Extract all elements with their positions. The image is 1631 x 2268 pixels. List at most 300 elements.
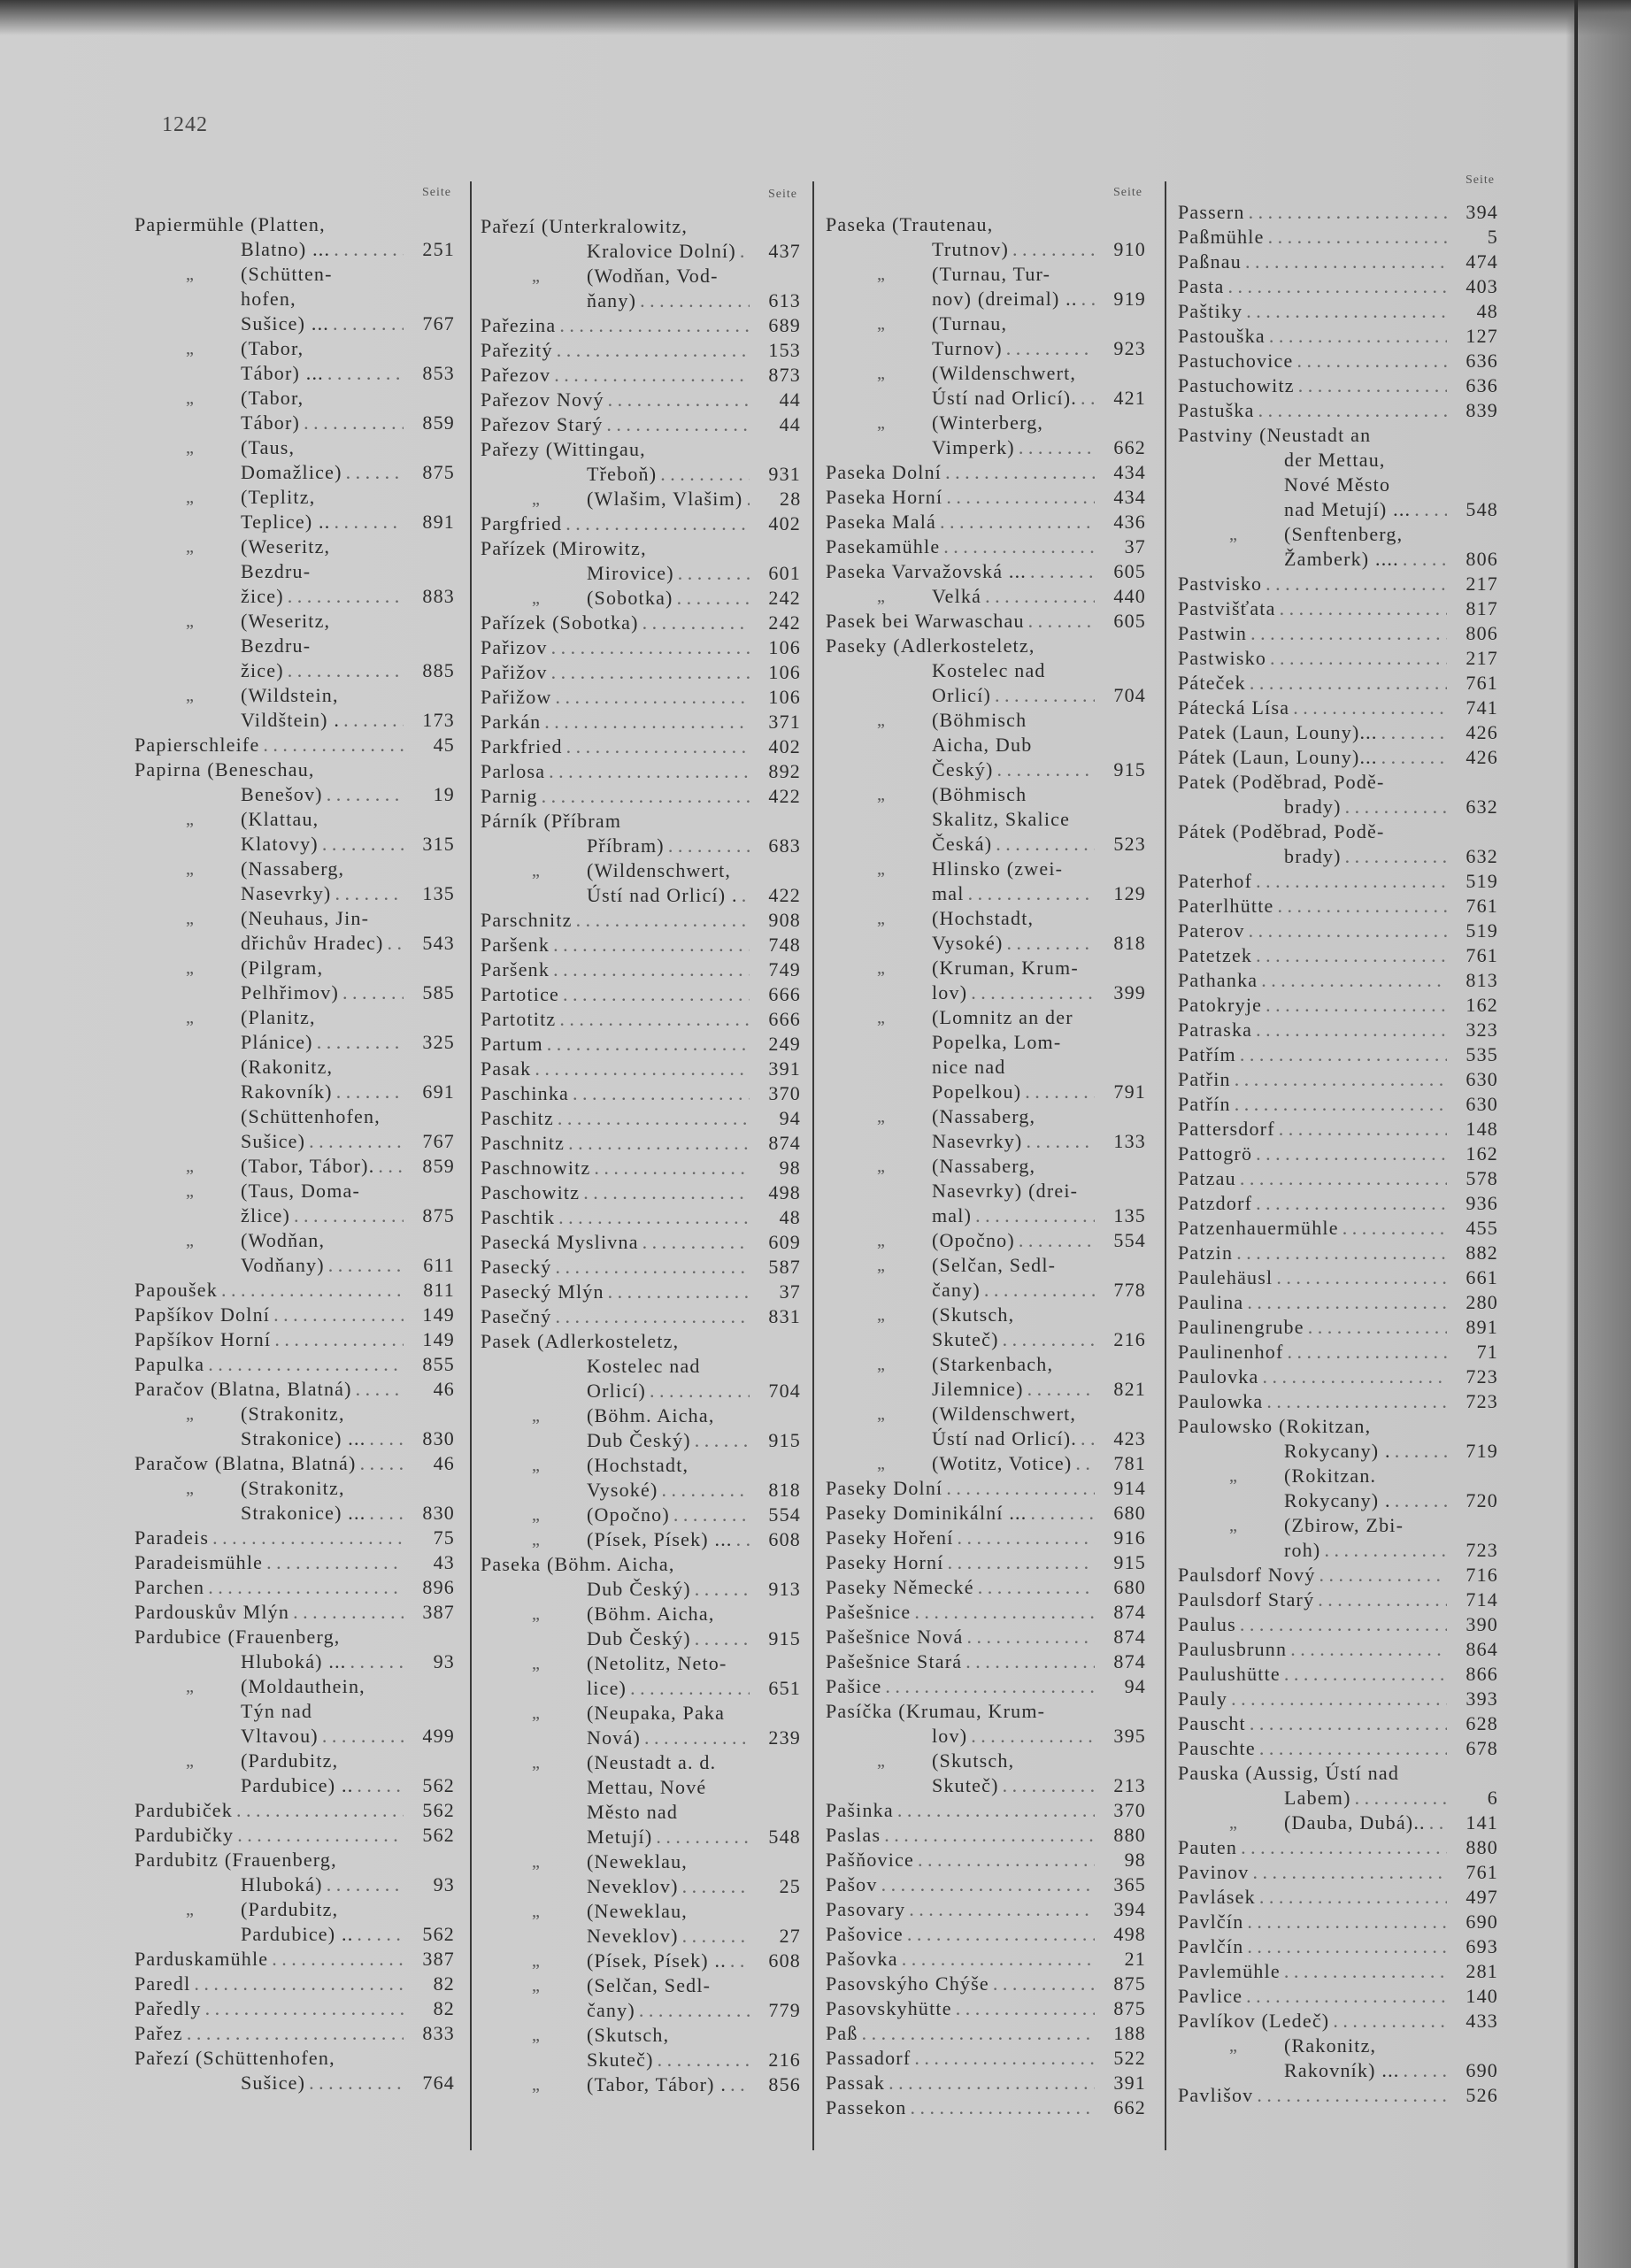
index-entry <box>135 1377 455 1402</box>
dot-leader <box>858 2021 1095 2046</box>
entry-line <box>481 1825 801 1849</box>
entry-line <box>135 1724 455 1749</box>
entry-text: Paseky Dominikální ... <box>826 1502 1027 1524</box>
entry-line: (Starkenbach, <box>932 1353 1054 1375</box>
dot-leader <box>1258 1365 1447 1389</box>
entry-line: Párník (Příbram <box>481 810 622 832</box>
entry-line <box>826 1674 1146 1699</box>
dot-leader <box>1250 1860 1447 1885</box>
entry-text: Pargfried <box>481 512 563 534</box>
page-reference: 94 <box>779 1107 801 1129</box>
entry-text: Skuteč) <box>932 1774 999 1796</box>
page-reference: 562 <box>422 1923 455 1945</box>
entry-text: Pardubičky <box>135 1824 235 1846</box>
entry-text: nad Metují) ... <box>1284 498 1412 520</box>
ditto-mark: „ <box>877 711 887 730</box>
dot-leader <box>1281 1662 1447 1687</box>
dot-leader <box>357 1451 404 1476</box>
index-entry <box>826 1228 1146 1253</box>
entry-text: Parkfried <box>481 735 563 757</box>
page-reference: 394 <box>1113 1898 1146 1920</box>
index-entry <box>135 262 455 336</box>
page-reference: 129 <box>1113 882 1146 904</box>
dot-leader <box>1236 1042 1447 1067</box>
entry-line <box>481 660 801 685</box>
index-entry <box>826 1575 1146 1600</box>
page-reference: 402 <box>768 512 801 534</box>
ditto-mark: „ <box>532 1406 542 1426</box>
entry-text: Paseka Varvažovská ... <box>826 560 1027 582</box>
entry-text: Paschnowitz <box>481 1157 591 1179</box>
page-reference: 605 <box>1113 610 1146 632</box>
entry-text: Pardubice) .. <box>241 1774 354 1796</box>
entry-line: Patek (Poděbrad, Podě- <box>1178 771 1385 793</box>
entry-text: Teplice) .. <box>241 511 331 533</box>
entry-line: Paseka (Trautenau, <box>826 213 994 235</box>
entry-line <box>481 1304 801 1329</box>
entry-line: Paseky (Adlerkosteletz, <box>826 634 1035 657</box>
index-entry <box>135 1947 455 1972</box>
entry-text: Pařižov <box>481 661 548 683</box>
index-entry <box>826 1303 1146 1352</box>
entry-text: Pašešnice Nová <box>826 1626 964 1648</box>
page-reference: 44 <box>779 413 801 435</box>
index-entry <box>1178 1018 1498 1042</box>
index-entry <box>135 609 455 683</box>
dot-leader <box>1262 572 1447 596</box>
entry-text: Paß <box>826 2022 858 2044</box>
index-entry <box>481 908 801 933</box>
entry-text: Neveklov) <box>587 1925 679 1947</box>
entry-line <box>826 683 1146 708</box>
index-entry <box>1178 373 1498 398</box>
page-reference: 891 <box>422 511 455 533</box>
dot-leader <box>545 759 750 784</box>
page-reference: 690 <box>1466 1911 1498 1933</box>
ditto-mark: „ <box>186 686 196 705</box>
entry-line: (Senftenberg, <box>1284 523 1404 545</box>
dot-leader <box>1233 1241 1447 1265</box>
dot-leader <box>911 2046 1095 2071</box>
entry-line <box>1178 1637 1498 1662</box>
entry-line: (Wodňan, <box>241 1229 326 1251</box>
entry-line: (Weseritz, <box>241 535 331 557</box>
entry-line <box>481 1156 801 1180</box>
entry-line <box>826 1203 1146 1228</box>
entry-line <box>135 931 455 956</box>
page-reference: 323 <box>1466 1019 1498 1041</box>
index-entry <box>481 1131 801 1156</box>
dot-leader <box>1339 1216 1447 1241</box>
page-reference: 162 <box>1466 994 1498 1016</box>
entry-text: Paršenk <box>481 958 550 980</box>
page-reference: 818 <box>768 1479 801 1501</box>
entry-line: Papiermühle (Platten, <box>135 213 326 235</box>
dot-leader <box>342 460 404 485</box>
page-reference: 217 <box>1466 647 1498 669</box>
dot-leader <box>981 1278 1095 1303</box>
index-entry <box>135 1972 455 1996</box>
entry-line <box>1178 200 1498 225</box>
entry-text: Paulovka <box>1178 1365 1259 1388</box>
index-entry <box>481 1602 801 1651</box>
page-reference: 391 <box>1113 2072 1146 2094</box>
entry-text: brady) <box>1284 796 1342 818</box>
ditto-mark: „ <box>532 266 542 286</box>
entry-line <box>135 1996 455 2021</box>
dot-leader <box>885 2071 1095 2095</box>
dot-leader <box>1316 1563 1447 1588</box>
entry-line: Papirna (Beneschau, <box>135 758 315 780</box>
entry-text: Paulinengrube <box>1178 1316 1304 1338</box>
page-reference: 497 <box>1466 1886 1498 1908</box>
entry-text: Paulusbrunn <box>1178 1638 1288 1660</box>
page-reference: 153 <box>768 339 801 361</box>
entry-text: Orlicí) <box>587 1380 647 1402</box>
index-entry <box>481 1899 801 1949</box>
dot-leader <box>646 1379 750 1403</box>
dot-leader <box>1242 1984 1447 2009</box>
index-entry <box>1178 1191 1498 1216</box>
index-entry <box>826 584 1146 609</box>
index-entry <box>1178 1365 1498 1389</box>
page-reference: 880 <box>1113 1824 1146 1846</box>
page-reference: 873 <box>768 364 801 386</box>
dot-leader <box>1265 225 1447 250</box>
ditto-mark: „ <box>532 2075 542 2095</box>
dot-leader <box>565 1131 750 1156</box>
index-entry <box>481 437 801 487</box>
page-reference: 831 <box>768 1305 801 1327</box>
index-entry <box>135 1451 455 1476</box>
ditto-mark: „ <box>532 1654 542 1673</box>
entry-text: Nasevrky) <box>932 1130 1023 1152</box>
page-reference: 875 <box>422 461 455 483</box>
entry-line: nice nad <box>932 1056 1006 1078</box>
index-entry <box>826 1872 1146 1897</box>
ditto-mark: „ <box>877 909 887 928</box>
index-entry <box>1178 1736 1498 1761</box>
dot-leader <box>305 2071 404 2095</box>
dot-leader <box>733 1527 750 1552</box>
entry-line <box>1178 274 1498 299</box>
dot-leader <box>1077 386 1095 411</box>
index-entry <box>135 807 455 857</box>
entry-line: Pařezí (Schüttenhofen, <box>135 2047 335 2069</box>
entry-text: Paschowitz <box>481 1181 581 1203</box>
entry-line <box>481 1180 801 1205</box>
page-reference: 913 <box>768 1578 801 1600</box>
entry-line <box>135 1649 455 1674</box>
index-entry <box>826 485 1146 510</box>
entry-line <box>826 1972 1146 1996</box>
entry-line <box>1178 2083 1498 2108</box>
index-entry <box>1178 745 1498 770</box>
page-reference: 767 <box>422 1130 455 1152</box>
entry-text: Patřin <box>1178 1068 1231 1090</box>
entry-line: (Rakonitz, <box>241 1056 334 1078</box>
dot-leader <box>1342 844 1447 869</box>
ditto-mark: „ <box>186 1157 196 1176</box>
entry-line: Pardubitz (Frauenberg, <box>135 1849 337 1871</box>
page-reference: 764 <box>422 2072 455 2094</box>
entry-text: Mirovice) <box>587 562 674 584</box>
ditto-mark: „ <box>532 2026 542 2045</box>
entry-text: mal <box>932 882 965 904</box>
dot-leader <box>981 584 1095 609</box>
index-entry <box>481 2023 801 2072</box>
entry-line <box>481 586 801 611</box>
entry-text: Pasekamühle <box>826 535 941 557</box>
entry-text: Paseky Horní <box>826 1551 944 1573</box>
entry-text: Vimperk) <box>932 436 1015 458</box>
page-reference: 608 <box>768 1949 801 1972</box>
ditto-mark: „ <box>1229 1516 1239 1535</box>
index-entry <box>826 1154 1146 1228</box>
dot-leader <box>658 1478 750 1503</box>
index-entry <box>1178 1612 1498 1637</box>
entry-line: Pardubice (Frauenberg, <box>135 1626 341 1648</box>
dot-leader <box>190 1972 404 1996</box>
entry-text: Patřím <box>1178 1043 1236 1065</box>
entry-text: Rakovník) ... <box>1284 2059 1400 2081</box>
page-reference: 723 <box>1466 1390 1498 1412</box>
entry-line: Kostelec nad <box>587 1355 701 1377</box>
index-entry <box>826 857 1146 906</box>
index-entry <box>135 1798 455 1823</box>
page-reference: 761 <box>1466 1861 1498 1883</box>
page-reference: 433 <box>1466 2010 1498 2032</box>
dot-leader <box>1015 1228 1095 1253</box>
entry-line <box>481 388 801 412</box>
entry-text: Paschitz <box>481 1107 554 1129</box>
page-reference: 767 <box>422 312 455 334</box>
index-entry <box>135 1996 455 2021</box>
entry-text: Pasta <box>1178 275 1225 297</box>
dot-leader <box>268 1947 404 1972</box>
entry-line <box>481 883 801 908</box>
entry-line: Bezdru- <box>241 634 312 657</box>
entry-text: Páteček <box>1178 672 1246 694</box>
entry-line: (Tabor, <box>241 387 304 409</box>
page-reference: 856 <box>768 2073 801 2095</box>
dot-leader <box>538 784 750 809</box>
index-entry <box>481 660 801 685</box>
page-reference: 562 <box>422 1799 455 1821</box>
entry-text: Strakonice) ... <box>241 1502 366 1524</box>
index-entry <box>826 1501 1146 1526</box>
entry-line <box>826 1526 1146 1550</box>
entry-text: Partum <box>481 1033 543 1055</box>
entry-line: Mettau, Nové <box>587 1776 707 1798</box>
dot-leader <box>1289 696 1447 720</box>
index-entry <box>481 611 801 635</box>
index-entry <box>826 361 1146 411</box>
index-entry <box>481 734 801 759</box>
entry-line <box>481 487 801 511</box>
dot-leader <box>1247 621 1447 646</box>
entry-text: Paßnau <box>1178 250 1242 273</box>
dot-leader <box>1025 609 1095 634</box>
entry-line <box>481 685 801 710</box>
dot-leader <box>553 338 750 363</box>
entry-text: Paulina <box>1178 1291 1244 1313</box>
entry-line <box>1178 696 1498 720</box>
dot-leader <box>319 1724 404 1749</box>
index-entry <box>1178 1117 1498 1142</box>
page-reference: 936 <box>1466 1192 1498 1214</box>
index-entry <box>481 511 801 536</box>
entry-line <box>481 2048 801 2072</box>
page-reference: 636 <box>1466 374 1498 396</box>
page-reference: 748 <box>768 934 801 956</box>
dot-leader <box>1027 1501 1095 1526</box>
entry-line <box>826 1649 1146 1674</box>
page-reference: 98 <box>1124 1849 1146 1871</box>
dot-leader <box>670 1503 750 1527</box>
page-reference: 519 <box>1466 870 1498 892</box>
entry-line: Nasevrky) (drei- <box>932 1180 1079 1202</box>
entry-line <box>1178 398 1498 423</box>
dot-leader <box>543 1032 750 1057</box>
entry-line <box>481 1726 801 1750</box>
dot-leader <box>967 980 1095 1005</box>
entry-line <box>826 1600 1146 1625</box>
index-entry <box>1178 1860 1498 1885</box>
entry-line <box>481 288 801 313</box>
index-entry <box>1178 1166 1498 1191</box>
ditto-mark: „ <box>186 810 196 829</box>
index-entry <box>1178 1563 1498 1588</box>
dot-leader <box>1255 398 1447 423</box>
entry-line <box>481 1280 801 1304</box>
dot-leader <box>967 1724 1095 1749</box>
entry-text: Ústí nad Orlicí). <box>932 1427 1077 1449</box>
ditto-mark: „ <box>532 1852 542 1872</box>
entry-text: nov) (dreimal) .. <box>932 288 1078 310</box>
index-entry <box>135 1749 455 1798</box>
entry-line: Paseka (Böhm. Aicha, <box>481 1553 675 1575</box>
entry-text: Ústí nad Orlicí) . <box>587 884 738 906</box>
entry-text: Pattersdorf <box>1178 1118 1275 1140</box>
entry-text: Pavlíkov (Ledeč) <box>1178 2010 1330 2032</box>
entry-line <box>481 982 801 1007</box>
entry-text: Sušice) <box>241 1130 306 1152</box>
dot-leader <box>573 908 750 933</box>
index-entry <box>1178 993 1498 1018</box>
page-reference: 75 <box>433 1526 455 1549</box>
entry-text: Neveklov) <box>587 1875 679 1897</box>
dot-leader <box>898 1947 1095 1972</box>
page-reference: 523 <box>1113 833 1146 855</box>
page-reference: 44 <box>779 388 801 411</box>
dot-leader <box>994 757 1095 782</box>
index-entry <box>481 214 801 264</box>
entry-line <box>135 411 455 435</box>
page-reference: 395 <box>1113 1725 1146 1747</box>
entry-text: Patokryje <box>1178 994 1263 1016</box>
ditto-mark: „ <box>877 1355 887 1374</box>
entry-line <box>826 832 1146 857</box>
index-entry <box>1178 1885 1498 1910</box>
dot-leader <box>556 1007 750 1032</box>
entry-line: (Neupaka, Paka <box>587 1702 726 1724</box>
entry-line <box>1178 1340 1498 1365</box>
page-reference: 98 <box>779 1157 801 1179</box>
page-reference: 630 <box>1466 1093 1498 1115</box>
entry-line <box>481 1949 801 1973</box>
entry-line <box>1178 250 1498 274</box>
entry-line <box>1178 1439 1498 1464</box>
index-entry <box>135 1550 455 1575</box>
entry-line: (Rokitzan. <box>1284 1465 1377 1487</box>
index-entry <box>826 906 1146 956</box>
entry-line <box>135 361 455 386</box>
entry-text: Papierschleife <box>135 734 260 756</box>
ditto-mark: „ <box>877 314 887 334</box>
entry-text: Paulowka <box>1178 1390 1264 1412</box>
page-reference: 423 <box>1113 1427 1146 1449</box>
dot-leader <box>1245 200 1447 225</box>
page-reference: 830 <box>422 1427 455 1449</box>
entry-line <box>1178 1389 1498 1414</box>
entry-line <box>481 1081 801 1106</box>
dot-leader <box>881 1674 1095 1699</box>
page-reference: 554 <box>768 1503 801 1526</box>
index-entry <box>481 1230 801 1255</box>
page-reference: 390 <box>1466 1613 1498 1635</box>
dot-leader <box>233 1798 404 1823</box>
entry-text: Rokycany) . <box>1284 1440 1391 1462</box>
index-entry <box>826 534 1146 559</box>
entry-text: Passadorf <box>826 2047 912 2069</box>
dot-leader <box>991 683 1095 708</box>
dot-leader <box>284 658 404 683</box>
entry-line <box>1178 745 1498 770</box>
entry-line <box>826 1228 1146 1253</box>
entry-line <box>1178 943 1498 968</box>
entry-list <box>135 212 455 2095</box>
page-reference: 662 <box>1113 436 1146 458</box>
entry-text: Papšíkov Dolní <box>135 1303 271 1326</box>
entry-line <box>481 338 801 363</box>
page-reference: 704 <box>768 1380 801 1402</box>
dot-leader <box>1237 1835 1447 1860</box>
entry-text: Patzdorf <box>1178 1192 1253 1214</box>
page-reference: 325 <box>422 1031 455 1053</box>
page-reference: 630 <box>1466 1068 1498 1090</box>
index-entry <box>1178 943 1498 968</box>
page-reference: 149 <box>422 1328 455 1350</box>
dot-leader <box>555 1205 750 1230</box>
entry-text: Třeboň) <box>587 463 658 485</box>
entry-text: Paulsdorf Starý <box>1178 1588 1315 1611</box>
entry-line: (Wildstein, <box>241 684 339 706</box>
index-entry <box>1178 1265 1498 1290</box>
index-entry <box>481 388 801 412</box>
entry-text: Pasecká Myslivna <box>481 1231 639 1253</box>
entry-line <box>826 931 1146 956</box>
index-entry <box>826 1922 1146 1947</box>
entry-text: žice) <box>241 585 284 607</box>
entry-line <box>1178 1662 1498 1687</box>
entry-line <box>481 1676 801 1701</box>
entry-line <box>481 957 801 982</box>
dot-leader <box>339 980 404 1005</box>
entry-line <box>135 782 455 807</box>
entry-line: Týn nad <box>241 1700 313 1722</box>
ditto-mark: „ <box>186 339 196 358</box>
